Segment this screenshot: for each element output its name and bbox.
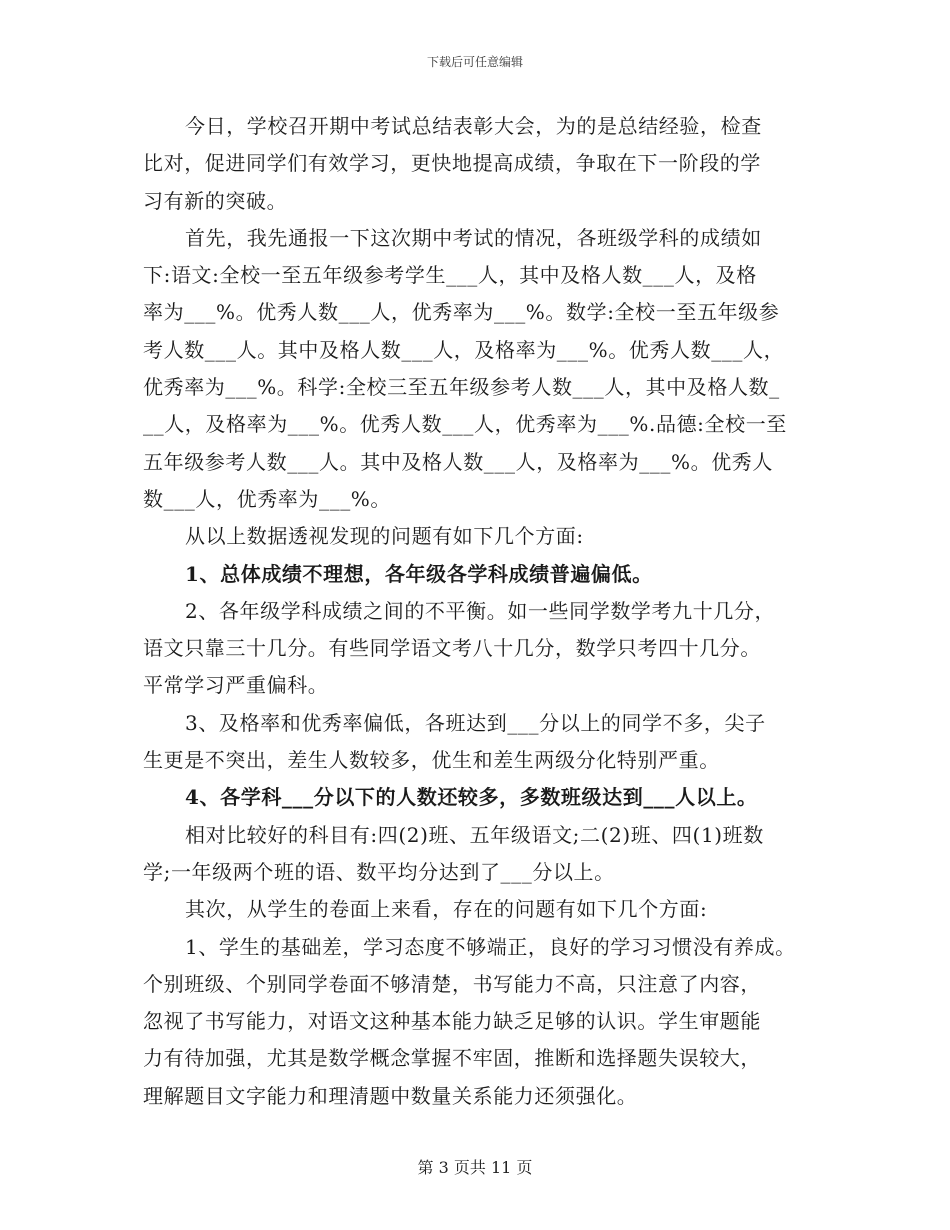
paragraph-problem-2: 2、各年级学科成绩之间的不平衡。如一些同学数学考九十几分， 语文只靠三十几分。有些同学语文考八十几分，数学只考四十几分。 平常学习严重偏科。: [143, 598, 776, 698]
page-header: 下载后可任意编辑: [426, 55, 523, 69]
page-number: 第 3 页共 11 页: [417, 1158, 533, 1177]
document-body: [143, 108, 823, 1115]
paragraph-problem-4: 4、各学科___分以下的人数还较多，多数班级达到___人以上。: [185, 785, 758, 810]
paragraph-exam-results: 首先，我先通报一下这次期中考试的情况，各班级学科的成绩如 下:语文:全校一至五年级参考学生___人，其中及格人数___人，及格 率为___%。优秀人数___人，优秀率为___%。数学:全校一至五年级参 考人数___人。其中及格人数___人，及格率为___%。优秀人数___人， 优秀率为___%。科学:全校三至五年级参考人数___人，其中及格人数_ __人，及格率为___%。优秀人数___人，优秀率为___%.品德:全校一至 五年级参考人数___人。其中及格人数___人，及格率为___%。优秀人 数___人，优秀率为___%。: [143, 225, 787, 511]
paragraph-problem-3: 3、及格率和优秀率偏低，各班达到___分以上的同学不多，尖子 生更是不突出，差生人数较多，优生和差生两级分化特别严重。: [143, 710, 766, 773]
paragraph-better-subjects: 相对比较好的科目有:四(2)班、五年级语文;二(2)班、四(1)班数 学;一年级两个班的语、数平均分达到了___分以上。: [143, 822, 764, 884]
paragraph-problem-1: 1、总体成绩不理想，各年级各学科成绩普遍偏低。: [185, 561, 653, 586]
paragraph-paper-issues-intro: 其次，从学生的卷面上来看，存在的问题有如下几个方面:: [185, 897, 708, 922]
paragraph-problems-intro: 从以上数据透视发现的问题有如下几个方面:: [185, 524, 584, 549]
paragraph-paper-issue-1: 1、学生的基础差，学习态度不够端正，良好的学习习惯没有养成。 个别班级、个别同学卷面不够清楚，书写能力不高，只注意了内容， 忽视了书写能力，对语文这种基本能力缺乏足够的认识。学生审题能 力有待加强，尤其是数学概念掌握不牢固，推断和选择题失误较大， 理解题目文字能力和理清题中数量关系能力还须强化。: [143, 934, 796, 1108]
paragraph-intro: 今日，学校召开期中考试总结表彰大会，为的是总结经验，检查 比对，促进同学们有效学习，更快地提高成绩，争取在下一阶段的学 习有新的突破。: [143, 114, 762, 213]
